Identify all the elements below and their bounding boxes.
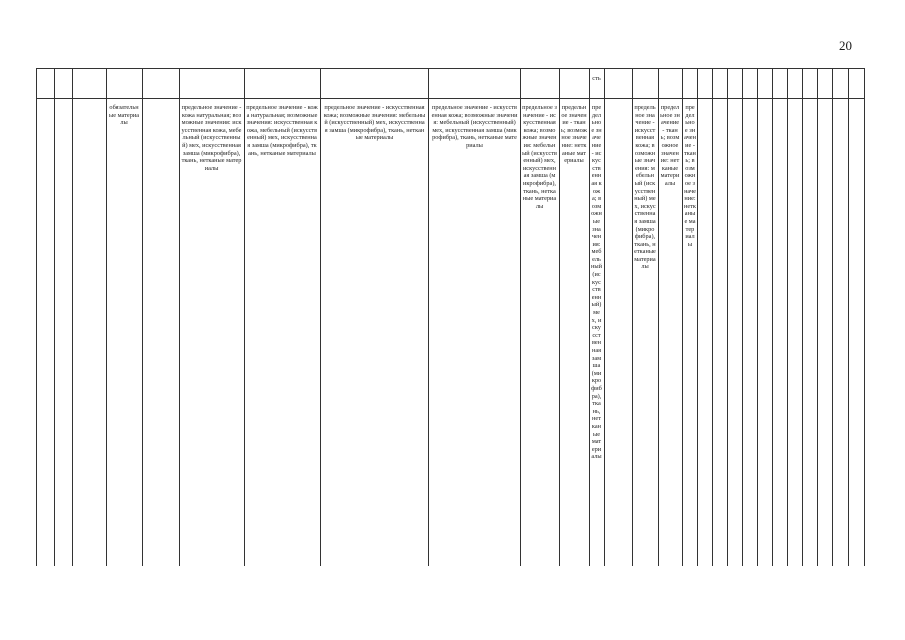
column-divider xyxy=(682,68,683,566)
column-divider xyxy=(632,68,633,566)
column-divider xyxy=(787,68,788,566)
header-cell-fragment: сть xyxy=(592,75,601,82)
column-divider xyxy=(832,68,833,566)
column-divider xyxy=(817,68,818,566)
table-cell: предельное значение - искусственная кожа; возможные значения: мебельный (искусственный) мех, искусственная замша (микрофибра), ткань, нетканые материалы xyxy=(431,104,518,149)
column-divider xyxy=(742,68,743,566)
column-divider xyxy=(589,68,590,566)
column-divider xyxy=(520,68,521,566)
table-cell: предельное значение - искусственная кожа; возможные значения: мебельный (искусственный) мех, искусственная замша (микрофибра), ткань, нетканые материалы xyxy=(634,104,656,271)
column-divider xyxy=(658,68,659,566)
table-cell: предельное значение - кожа натуральная; возможные значения: искусственная кожа, мебельный (искусственный) мех, искусственная замша (микрофибра), ткань, нетканые материалы xyxy=(181,104,242,172)
table-top-border xyxy=(36,68,865,69)
requirements-table xyxy=(36,68,865,566)
column-divider xyxy=(54,68,55,566)
column-divider xyxy=(106,68,107,566)
column-divider xyxy=(72,68,73,566)
column-divider xyxy=(142,68,143,566)
column-divider xyxy=(428,68,429,566)
table-cell: предельное значение - кожа натуральная; возможные значения: искусственная кожа, мебельный (искусственный) мех, искусственная замша (микрофибра), ткань, нетканые материалы xyxy=(246,104,318,157)
column-divider xyxy=(712,68,713,566)
column-divider xyxy=(727,68,728,566)
column-divider xyxy=(179,68,180,566)
page-number: 20 xyxy=(839,38,852,53)
column-divider xyxy=(757,68,758,566)
column-divider xyxy=(36,68,37,566)
column-divider xyxy=(604,68,605,566)
table-cell: предельное значение - искусственная кожа; возможные значения: мебельный (искусственный) мех, искусственная замша (микрофибра), ткань, нетканые материалы xyxy=(323,104,426,142)
column-divider xyxy=(802,68,803,566)
table-cell: предельное значение - ткань; возможное значение: нетканые материалы xyxy=(684,104,696,248)
table-cell: предельное значение - ткань; возможное значение: нетканые материалы xyxy=(561,104,587,165)
column-divider xyxy=(320,68,321,566)
column-divider xyxy=(772,68,773,566)
table-cell: обязательные материалы xyxy=(108,104,140,127)
column-divider xyxy=(864,68,865,566)
header-row-border xyxy=(36,98,865,99)
column-divider xyxy=(697,68,698,566)
table-cell: предельное значение - искусственная кожа; возможные значения: мебельный (искусственный) мех, искусственная замша (микрофибра), ткань, нетканые материалы xyxy=(522,104,557,210)
column-divider xyxy=(848,68,849,566)
table-cell: предельное значение - искусственная кожа; возможные значения: мебельный (искусственный) мех, искусственная замша (микрофибра), ткань, нетканые материалы xyxy=(591,104,602,461)
column-divider xyxy=(244,68,245,566)
column-divider xyxy=(559,68,560,566)
table-cell: предельное значение - ткань; возможное значение: нетканые материалы xyxy=(660,104,680,187)
